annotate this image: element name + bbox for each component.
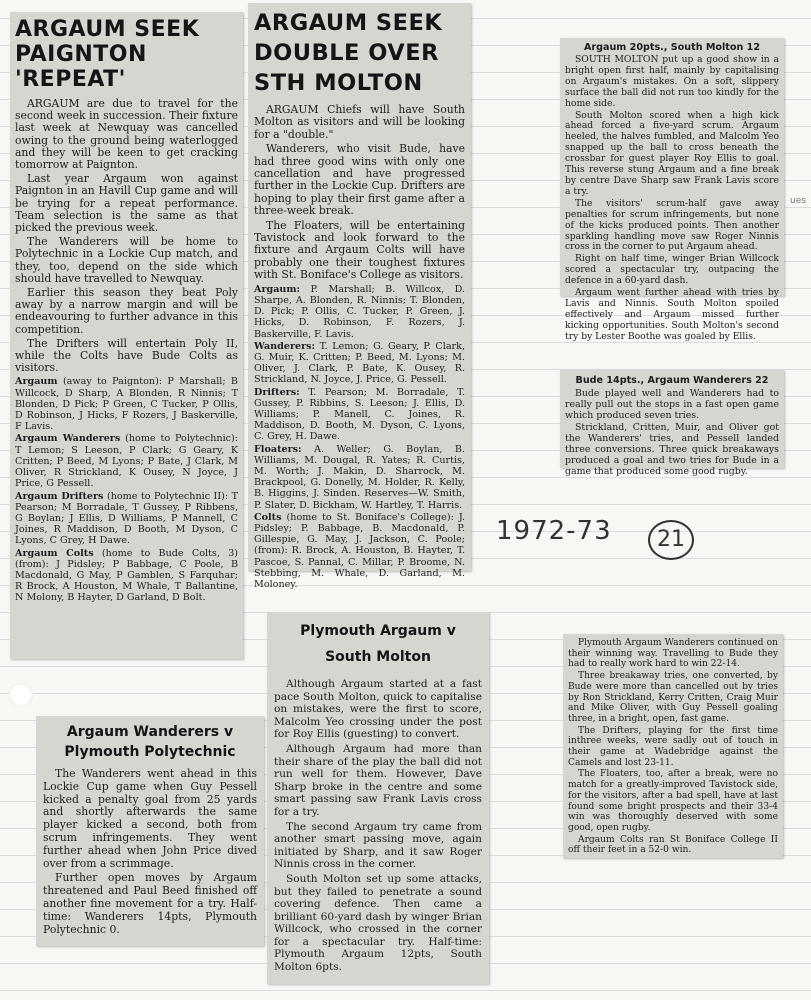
headline-line-1: ARGAUM SEEK (15, 17, 200, 42)
page-number-annotation: 21 (648, 520, 694, 560)
article-paragraph: The second Argaum try came from another smart passing move, again initiated by Sharp, and it saw Roger Ninnis cross in the corner. (274, 820, 482, 871)
article-paragraph: Strickland, Critten, Muir, and Oliver got the Wanderers' tries, and Pessell landed three conversions. Three quick breakaways produced a goal and two tries for Bude in a game that produced some good rugby. (565, 422, 779, 477)
headline-line-2: DOUBLE OVER (254, 40, 439, 66)
team-list (254, 284, 465, 340)
team-list (254, 341, 465, 386)
team-list (254, 444, 465, 511)
headline-line-1: Argaum Wanderers v (66, 724, 234, 740)
team-players: T. Pearson; M. Borradale, T. Gussey, P. Ribbins, S. Leeson; J. Ellis, D. Williams; P. Manell, C. Joines, R. Maddison, D. Booth, M. Dyson, C. Lyons, C. Grey, H. Dawe. (254, 386, 465, 443)
clipping-argaum-seek-double (248, 3, 471, 590)
article-paragraph: Further open moves by Argaum threatened and Paul Beed finished off another fine movement for a try. Half-time: Wanderers 14pts, Plymouth Polytechnic 0. (43, 871, 257, 936)
article-paragraph: ARGAUM Chiefs will have South Molton as visitors and will be looking for a "double." (254, 103, 465, 141)
team-players: (home to St. Boniface's College): J. Pidsley; P. Babbage, B. Macdonald, P. Gillespie, G. May, J. Jackson, C. Poole; (from): R. Brock, A. Houston, B. Hayter, T. Pascoe, S. Pannal, C. Millar, P. Broome, N. Stebbing, M. Whale, D. Garland, M. Moloney. (254, 511, 465, 590)
article-paragraph: Last year Argaum won against Paignton in an Havill Cup game and will be trying for a repeat performance. Team selection is the same as that picked the previous week. (15, 172, 238, 235)
team-players: (home to Polytechnic II): T Pearson; M Borradale, T Gussey, P Ribbens, G Boylan; J Ellis, D Williams, P Mannell, C Joines, R Maddison, D Booth, M Dyson, C Lyons, C Grey, H Dawe. (15, 490, 238, 547)
team-list (254, 387, 465, 443)
match-result-heading: Bude 14pts., Argaum Wanderers 22 (575, 375, 769, 386)
headline-line-3: STH MOLTON (254, 70, 423, 96)
article-paragraph: SOUTH MOLTON put up a good show in a bright open first half, mainly by capitalising on Argaum's mistakes. On a soft, slippery surface the ball did not run too kindly for the home side. (565, 54, 779, 109)
team-label: Argaum Drifters (15, 490, 104, 502)
article-paragraph: The Floaters, too, after a break, were no match for a greatly-improved Tavistock side, for the visitors, after a bad spell, have at last found some bright prospects and their 33-4 win was thoroughly deserved with some good, open rugby. (568, 769, 778, 833)
clipping-wanderers-v-polytechnic (36, 716, 264, 946)
team-label: Wanderers: (254, 340, 316, 352)
article-paragraph: Three breakaway tries, one converted, by Bude were more than cancelled out by tries by Ron Strickland, Kerry Critten, Craig Muir and Mike Oliver, with Guy Pessell goaling three, in a bright, open, fast game. (568, 671, 778, 724)
team-list (15, 548, 238, 604)
team-label: Argaum: (254, 283, 301, 295)
team-label: Drifters: (254, 386, 300, 398)
team-label: Argaum Wanderers (15, 433, 121, 445)
clipping-argaum-20-south-molton-12 (560, 38, 784, 342)
clipping-bude-14-wanderers-22 (560, 370, 784, 477)
article-paragraph: Bude played well and Wanderers had to really pull out the stops in a fast open game which produced seven tries. (565, 388, 779, 421)
ruled-line (0, 990, 811, 991)
team-label: Argaum (15, 376, 58, 388)
article-paragraph: Argaum Colts ran St Boniface College II off their feet in a 52-0 win. (568, 834, 778, 856)
team-list (15, 376, 238, 432)
article-paragraph: Right on half time, winger Brian Willcock scored a spectacular try, outpacing the defence in a 60-yard dash. (565, 253, 779, 287)
headline-line-2: Plymouth Polytechnic (64, 744, 236, 760)
article-paragraph: Although Argaum had more than their share of the play the ball did not run well for them. However, Dave Sharp broke in the centre and some smart passing saw Frank Lavis cross for a try. (274, 742, 482, 818)
team-players: (away to Paignton): P Marshall; B Willcock, D Sharp, A Blonden, R Ninnis; T Blonden, D Pick; P Green, C Tucker, P Ollis, D Robinson, J Hicks, F Rozers, J Baskerville, F Lavis. (15, 376, 238, 433)
team-players: (home to Bude Colts, 3) (from): J Pidsley; P Babbage, C Poole, B Macdonald, G May, P Gamblen, S Farquhar; R Brock, A Houston, M Whale, T Ballantine, N Molony, B Hayter, D Garland, D Bolt. (15, 547, 238, 604)
team-label: Argaum Colts (15, 547, 94, 559)
clipping-plymouth-argaum-v-south-molton (267, 612, 489, 984)
article-paragraph: The Drifters, playing for the first time inthree weeks, were sadly out of touch in their game at Wadebridge against the Camels and lost 23-11. (568, 725, 778, 768)
headline-line-1: ARGAUM SEEK (254, 10, 443, 36)
article-paragraph: Earlier this season they beat Poly away by a narrow margin and will be endeavouring to further advance in this competition. (15, 286, 238, 336)
article-paragraph: The visitors' scrum-half gave away penalties for scrum infringements, but none of the kicks produced points. Then another sparkling handling move saw Roger Ninnis cross in the corner to put Argaum ahead. (565, 197, 779, 253)
article-paragraph: The Floaters, will be entertaining Tavistock and look forward to the fixture and Argaum Colts will have probably one their toughest fixtures with St. Boniface's College as visitors. (254, 218, 465, 282)
team-players: (home to Polytechnic): T Lemon; S Leeson, P Clark; G Geary, K Critten; P Beed, M Lyons; P Bate, J Clark, M Oliver, R Strickland, K Ousey, N Joyce, J Price, G Pessell. (15, 433, 238, 490)
headline-line-2: PAIGNTON (15, 42, 147, 67)
team-players: P. Marshall; B. Willcox, D. Sharpe, A. Blonden, R. Ninnis; T. Blonden, D. Pick; P. Ollis, C. Tucker, P. Green, J. Hicks, D. Robinson, F. Rozers, J. Baskerville, F. Lavis. (254, 283, 465, 340)
headline-line-2: South Molton (325, 649, 431, 665)
article-paragraph: Although Argaum started at a fast pace South Molton, quick to capitalise on mistakes, were the first to score, Malcolm Yeo crossing under the post for Roy Ellis (guesting) to convert. (274, 678, 482, 741)
team-list (15, 491, 238, 547)
team-players: A. Weller; G. Boylan, B. Williams, M. Dougal, R. Yates; R. Curtis, M. Worth; J. Makin, D. Sharrock, M. Brackpool, G. Donelly, M. Holder, R. Kelly, B. Higgins, J. Sinden. Reserves—W. Smith, P. Slater, D. Bickham, W. Hartley, T. Harris. (254, 443, 465, 511)
article-paragraph: The Drifters will entertain Poly II, while the Colts have Bude Colts as visitors. (15, 336, 238, 375)
article-paragraph: ARGAUM are due to travel for the second week in succession. Their fixture last week at Newquay was cancelled owing to the ground being waterlogged and they will be keen to get cracking tomorrow at Paignton. (15, 97, 238, 172)
article-paragraph: South Molton scored when a high kick ahead forced a five-yard scrum. Argaum heeled, the halves fumbled, and Malcolm Yeo snapped up the ball to cross beneath the crossbar for guest player Roy Ellis to goal. This reverse stung Argaum and a fine break by centre Dave Sharp saw Frank Lavis score a try. (565, 109, 779, 197)
article-paragraph: Plymouth Argaum Wanderers continued on their winning way. Travelling to Bude they had to really work hard to win 22-14. (568, 638, 778, 670)
match-result-heading: Argaum 20pts., South Molton 12 (583, 42, 761, 53)
team-players: T. Lemon; G. Geary, P. Clark, G. Muir, K. Critten; P. Beed, M. Lyons; M. Oliver, J. Clark, P. Bate, K. Ousey, R. Strickland, N. Joyce, J. Price, G. Pessell. (254, 340, 465, 386)
team-list (15, 433, 238, 489)
team-list (254, 512, 465, 590)
clipping-wanderers-winning-way (563, 634, 783, 858)
headline-line-3: 'REPEAT' (15, 67, 126, 92)
article-paragraph: South Molton set up some attacks, but they failed to penetrate a sound covering defence. Then came a brilliant 60-yard dash by winger Brian Willcock, who crossed in the corner for a spectacular try. Half-time: Plymouth Argaum 12pts, South Molton 6pts. (274, 872, 482, 974)
article-paragraph: Wanderers, who visit Bude, have had three good wins with only one cancellation and have progressed further in the Lockie Cup. Drifters are hoping to play their first game after a three-week break. (254, 142, 465, 218)
season-annotation: 1972-73 (496, 516, 612, 546)
article-paragraph: The Wanderers will be home to Polytechnic in a Lockie Cup match, and they, too, depend on the side which should have travelled to Newquay. (15, 235, 238, 285)
clipping-argaum-seek-paignton (10, 12, 243, 659)
edge-mark: ues (790, 196, 806, 206)
article-paragraph: The Wanderers went ahead in this Lockie Cup game when Guy Pessell kicked a penalty goal from 25 yards and shortly afterwards the same player kicked a second, both from scrum infringements. They went further ahead when John Price dived over from a scrimmage. (43, 767, 257, 870)
team-label: Floaters: (254, 443, 302, 455)
article-paragraph: Argaum went further ahead with tries by Lavis and Ninnis. South Molton spoiled effectively and Argaum missed further kicking opportunities. South Molton's second try by Lester Boothe was goaled by Ellis. (565, 287, 779, 342)
team-label: Colts (254, 511, 282, 523)
punch-hole (9, 683, 33, 707)
headline-line-1: Plymouth Argaum v (300, 623, 456, 639)
